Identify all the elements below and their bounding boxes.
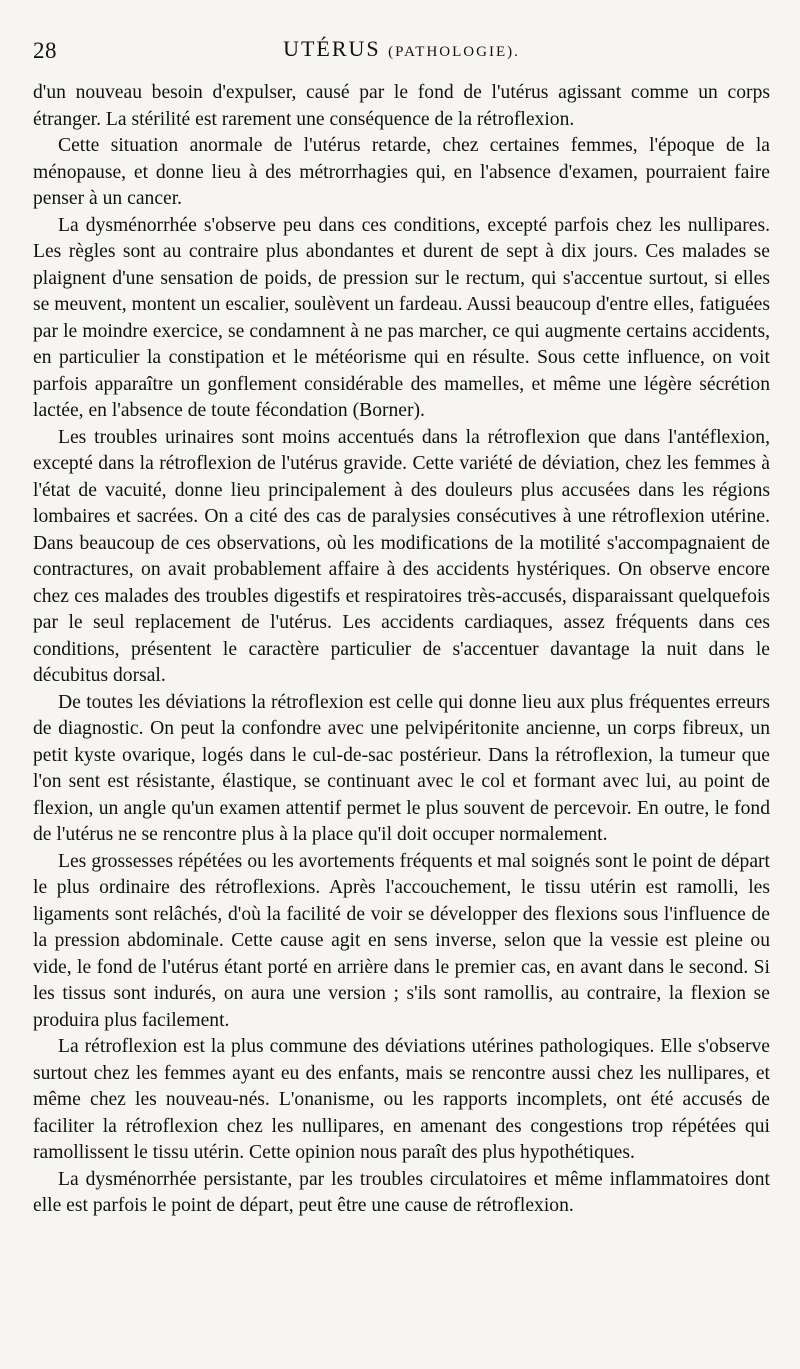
body-text (33, 80, 770, 1220)
paragraph: La dysménorrhée s'observe peu dans ces conditions, excepté parfois chez les nullipares. Les règles sont au contraire plus abondantes et durent de sept à dix jours. Ces malades se plaignent d'une sensation de poids, de pression sur le rectum, qui s'accentue surtout, si elles se meuvent, montent un escalier, soulèvent un fardeau. Aussi beaucoup d'entre elles, fatiguées par le moindre exercice, se condamnent à ne pas marcher, ce qui augmente certains accidents, en particulier la constipation et le météorisme qui en résulte. Sous cette influence, on voit parfois apparaître un gonflement considérable des mamelles, et même une légère sécrétion lactée, en l'absence de toute fécondation (Borner). (33, 214, 770, 421)
running-title (33, 36, 770, 62)
running-title-subtitle: (PATHOLOGIE). (388, 44, 520, 60)
paragraph: Cette situation anormale de l'utérus retarde, chez certaines femmes, l'époque de la ménopause, et donne lieu à des métrorrhagies qui, en l'absence d'examen, pourraient faire penser à un cancer. (33, 135, 770, 209)
paragraph: De toutes les déviations la rétroflexion est celle qui donne lieu aux plus fréquentes erreurs de diagnostic. On peut la confondre avec une pelvipéritonite ancienne, un corps fibreux, un petit kyste ovarique, logés dans le cul-de-sac postérieur. Dans la rétroflexion, la tumeur que l'on sent est résistante, élastique, se continuant avec le col et formant avec lui, au point de flexion, un angle qu'un examen attentif permet le plus souvent de percevoir. En outre, le fond de l'utérus ne se rencontre plus à la place qu'il doit occuper normalement. (33, 691, 770, 845)
paragraph: Les troubles urinaires sont moins accentués dans la rétroflexion que dans l'antéflexion, excepté dans la rétroflexion de l'utérus gravide. Cette variété de déviation, chez les femmes à l'état de vacuité, donne lieu principalement à des douleurs plus accusées dans les régions lombaires et sacrées. On a cité des cas de paralysies consécutives à une rétroflexion utérine. Dans beaucoup de ces observations, où les modifications de la motilité s'accompagnaient de contractures, on avait probablement affaire à des accidents hystériques. On observe encore chez ces malades des troubles digestifs et respiratoires très-accusés, disparaissant quelquefois par le seul replacement de l'utérus. Les accidents cardiaques, assez fréquents dans ces conditions, présentent le caractère particulier de s'accentuer davantage la nuit dans le décubitus dorsal. (33, 426, 770, 686)
paragraph: La rétroflexion est la plus commune des déviations utérines pathologiques. Elle s'observe surtout chez les femmes ayant eu des enfants, mais se rencontre aussi chez les nullipares, et même chez les nouveau-nés. L'onanisme, ou les rapports incomplets, ont été accusés de faciliter la rétroflexion chez les nullipares, en amenant des congestions trop répétées qui ramollissent le tissu utérin. Cette opinion nous paraît des plus hypothétiques. (33, 1036, 770, 1163)
running-head (33, 30, 770, 66)
paragraph-continued: d'un nouveau besoin d'expulser, causé par le fond de l'utérus agissant comme un corps étranger. La stérilité est rarement une conséquence de la rétroflexion. (33, 82, 770, 130)
running-title-main: UTÉRUS (283, 36, 381, 61)
page-number: 28 (33, 38, 57, 63)
paragraph: La dysménorrhée persistante, par les troubles circulatoires et même inflammatoires dont elle est parfois le point de départ, peut être une cause de rétroflexion. (33, 1168, 770, 1216)
paragraph: Les grossesses répétées ou les avortements fréquents et mal soignés sont le point de départ le plus ordinaire des rétroflexions. Après l'accouchement, le tissu utérin est ramolli, les ligaments sont relâchés, d'où la facilité de voir se développer des flexions sous l'influence de la pression abdominale. Cette cause agit en sens inverse, selon que la vessie est pleine ou vide, le fond de l'utérus étant porté en arrière dans le premier cas, en avant dans le second. Si les tissus sont indurés, on aura une version ; s'ils sont ramollis, au contraire, la flexion se produira plus facilement. (33, 850, 770, 1031)
